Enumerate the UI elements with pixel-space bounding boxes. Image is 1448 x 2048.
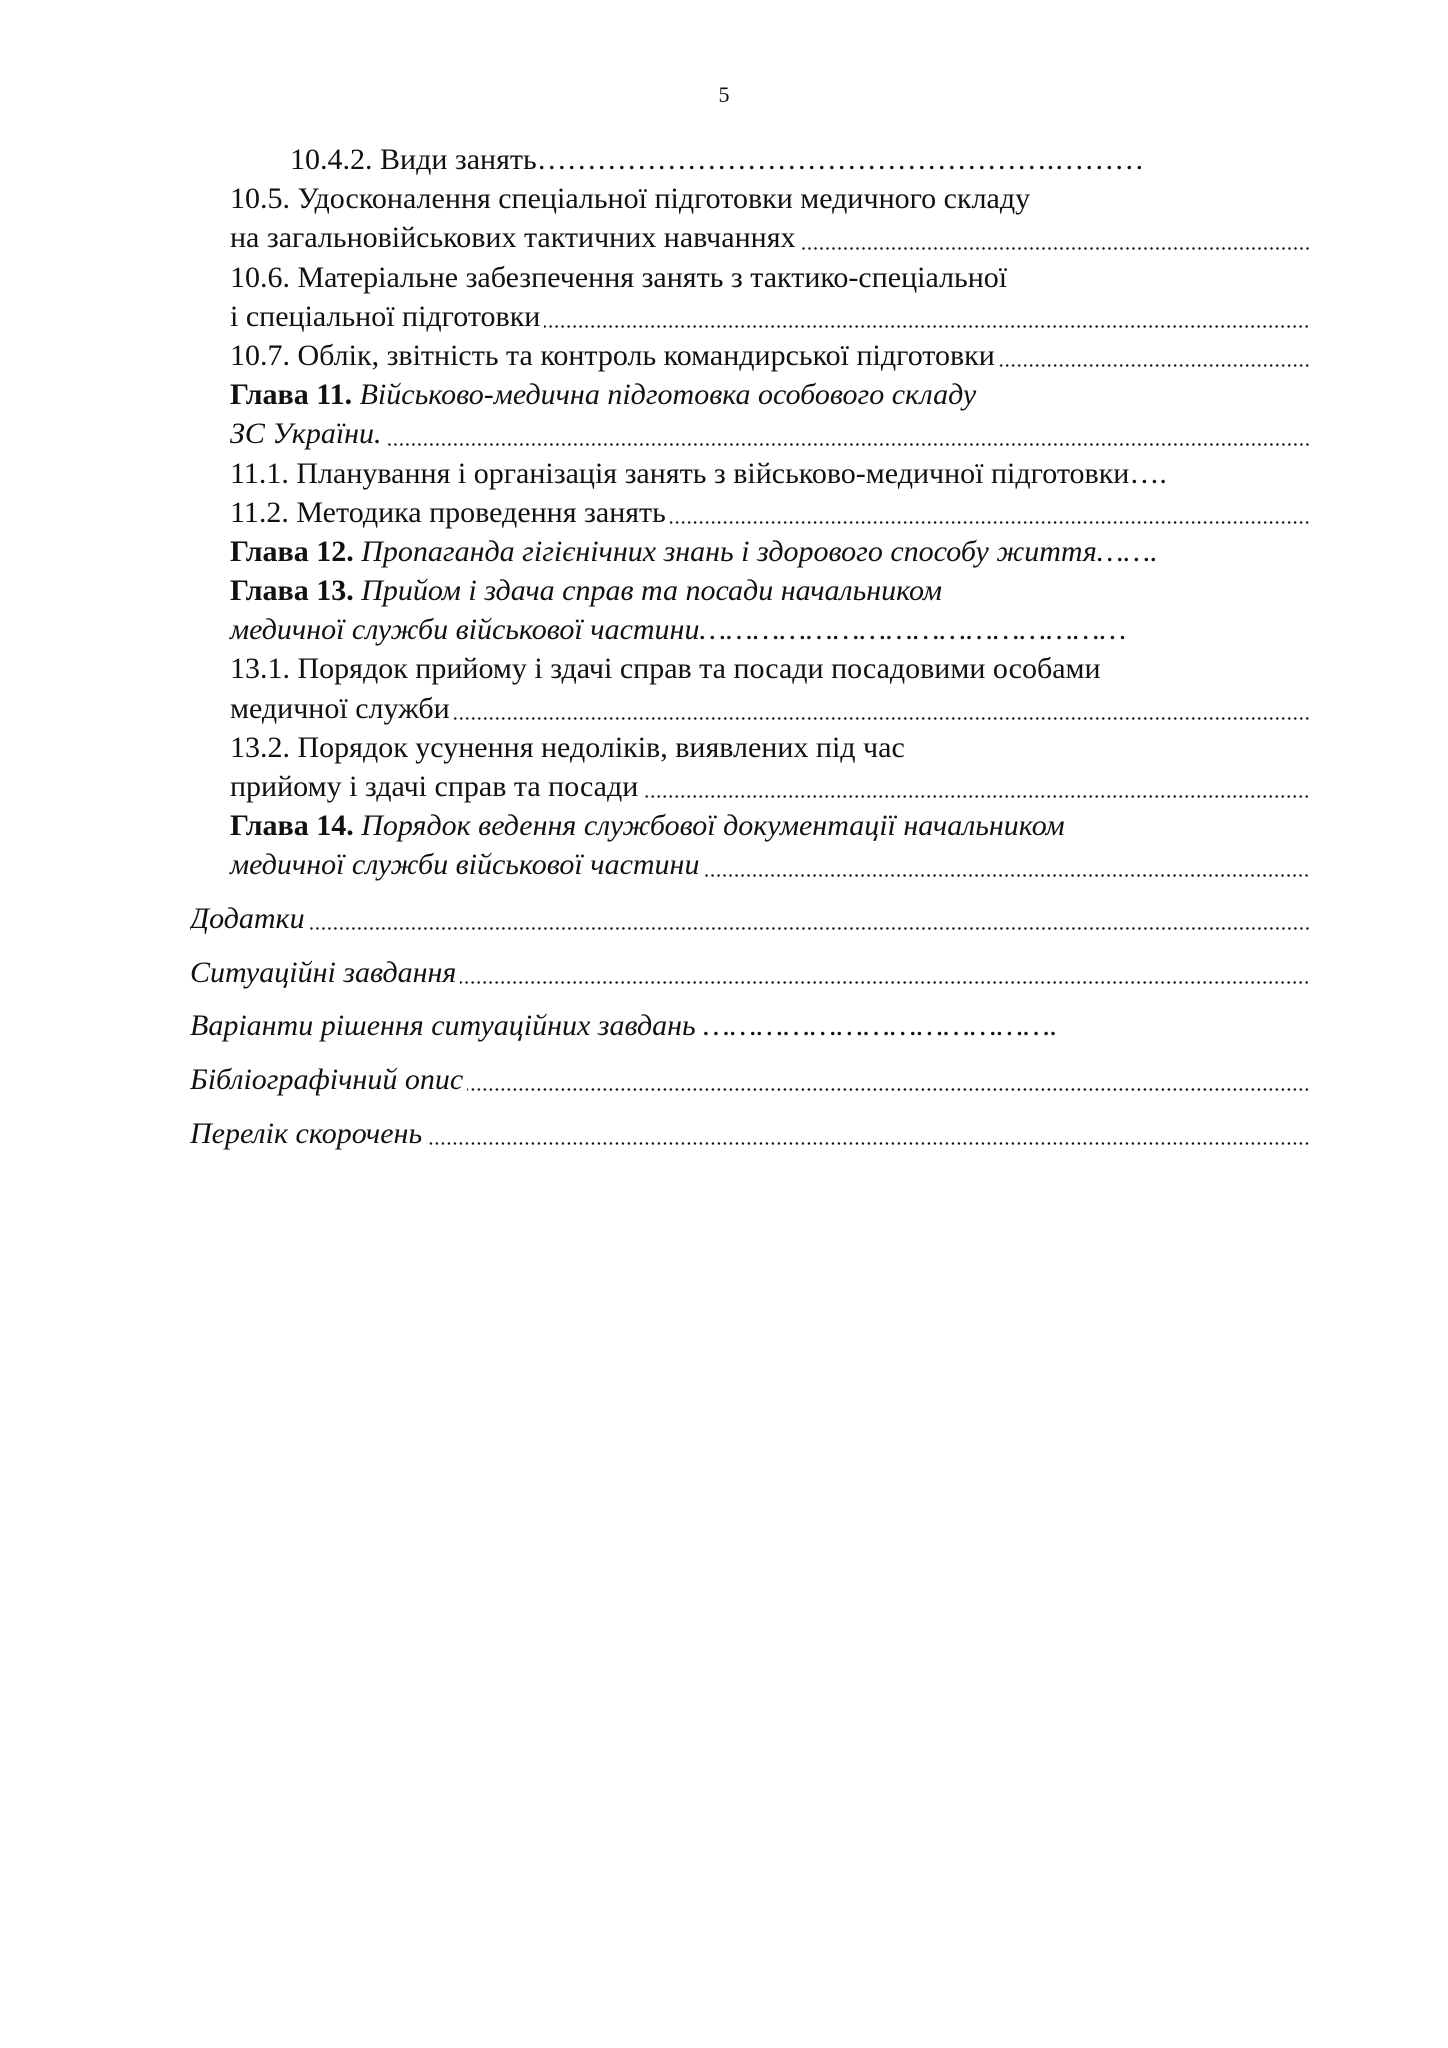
toc-entry-text [230, 532, 1158, 571]
toc-entry [190, 728, 1310, 767]
toc-entry-segment: Військово-медична підготовка особового складу [352, 378, 977, 412]
toc-entry-text [230, 218, 796, 257]
toc-entry-segment: Глава 14. [230, 809, 354, 843]
toc-entry [190, 689, 1310, 728]
toc-entry-text [190, 1114, 422, 1153]
toc-entry [190, 649, 1310, 688]
toc-entry-text [230, 728, 905, 767]
toc-entry [190, 610, 1310, 649]
toc-entry [190, 493, 1310, 532]
toc-entry [190, 806, 1310, 845]
toc-entry-segment: Бібліографічний опис [190, 1063, 464, 1097]
toc-entry-segment: і спеціальної підготовки [230, 299, 541, 333]
toc-entry-segment: Глава 12. [230, 534, 354, 568]
toc-entry [190, 845, 1310, 884]
toc-entry [190, 1060, 1310, 1099]
toc-entry-segment: 10.5. Удосконалення спеціальної підготовки медичного складу [230, 182, 1031, 216]
toc-entry-text [290, 140, 1144, 179]
toc-entry-segment: 10.7. Облік, звітність та контроль командирської підготовки [230, 338, 995, 372]
toc-entry-text [230, 414, 382, 453]
toc-entry-segment: медичної служби [230, 691, 450, 725]
toc-entry-segment: 10.6. Матеріальне забезпечення занять з тактико-спеціальної [230, 260, 1008, 294]
toc-entry-segment: Пропаганда гігієнічних знань і здорового способу життя……. [353, 534, 1158, 568]
dot-leader [544, 325, 1310, 328]
toc-entry [190, 179, 1310, 218]
toc-entry [190, 336, 1310, 375]
toc-entry-text [230, 649, 1101, 688]
toc-entry-segment: 11.2. Методика проведення занять [230, 495, 666, 529]
toc-entry [190, 1114, 1310, 1153]
toc-entry [190, 140, 1310, 179]
dot-leader [386, 443, 1310, 446]
page-number: 5 [718, 82, 730, 107]
toc-entry-segment: Додатки [190, 902, 305, 936]
toc-entry [190, 454, 1310, 493]
toc-entry-text [230, 689, 450, 728]
toc-entry-segment: на загальновійськових тактичних навчаннях [230, 221, 796, 255]
dot-leader [800, 247, 1311, 250]
toc-entry [190, 532, 1310, 571]
toc-entry [190, 258, 1310, 297]
toc-entry-text [230, 375, 976, 414]
dot-leader [999, 364, 1310, 367]
toc-entry-segment: 10.4.2. Види занять [290, 143, 537, 176]
toc-entry-text [230, 767, 638, 806]
toc-entry-segment: Глава 11. [230, 378, 353, 412]
toc-entry-text [230, 258, 1007, 297]
toc-entry-segment: Глава 13. [230, 574, 354, 608]
toc-entry-text [230, 336, 995, 375]
toc-entry [190, 297, 1310, 336]
toc-entry [190, 414, 1310, 453]
toc-entry-text [190, 899, 305, 938]
toc-entry-segment: …………………………………………….……… [536, 143, 1145, 176]
toc-entry-segment: Варіанти рішення ситуаційних завдань [190, 1009, 704, 1043]
toc-entry-text [190, 1060, 463, 1099]
toc-entry-text [230, 845, 699, 884]
dot-leader [642, 795, 1310, 798]
toc-entry-segment: ………………………………………… [699, 613, 1127, 647]
toc-entry-segment: 11.1. Планування і організація занять з військово-медичної підготовки…. [230, 456, 1167, 490]
toc-entry-text [230, 454, 1167, 493]
toc-entry-text [230, 571, 942, 610]
toc-entry-segment: 13.1. Порядок прийому і здачі справ та посади посадовими особами [230, 652, 1101, 686]
toc-entry-text [190, 953, 456, 992]
toc-entry [190, 899, 1310, 938]
toc-entry-text [230, 806, 1065, 845]
toc-entry [190, 218, 1310, 257]
dot-leader [703, 874, 1310, 877]
toc-entry-segment: Перелік скорочень [190, 1116, 423, 1150]
toc-entry-text [230, 179, 1030, 218]
toc-entry-text [230, 493, 666, 532]
table-of-contents [190, 140, 1310, 1153]
toc-entry [190, 953, 1310, 992]
toc-entry-segment: …………………………………. [703, 1009, 1058, 1043]
dot-leader [426, 1142, 1310, 1145]
toc-entry-segment: ЗС України. [230, 417, 382, 451]
toc-entry-segment: Порядок ведення службової документації начальником [353, 809, 1065, 843]
toc-entry [190, 375, 1310, 414]
toc-entry-segment: Прийом і здача справ та посади начальником [353, 574, 943, 608]
toc-entry [190, 571, 1310, 610]
toc-entry-text [230, 297, 540, 336]
toc-entry-segment: медичної служби військової частини [230, 613, 700, 647]
toc-entry [190, 1006, 1310, 1045]
toc-entry-text [190, 1006, 1057, 1045]
dot-leader [309, 927, 1310, 930]
toc-entry-segment: медичної служби військової частини [230, 848, 700, 882]
toc-entry [190, 767, 1310, 806]
dot-leader [460, 981, 1310, 984]
dot-leader [670, 521, 1310, 524]
toc-entry-segment: 13.2. Порядок усунення недоліків, виявлених під час [230, 730, 905, 764]
toc-entry-text [230, 610, 1126, 649]
toc-entry-segment: Ситуаційні завдання [190, 955, 457, 989]
dot-leader [454, 717, 1310, 720]
dot-leader [467, 1088, 1310, 1091]
toc-entry-segment: прийому і здачі справ та посади [230, 770, 639, 803]
